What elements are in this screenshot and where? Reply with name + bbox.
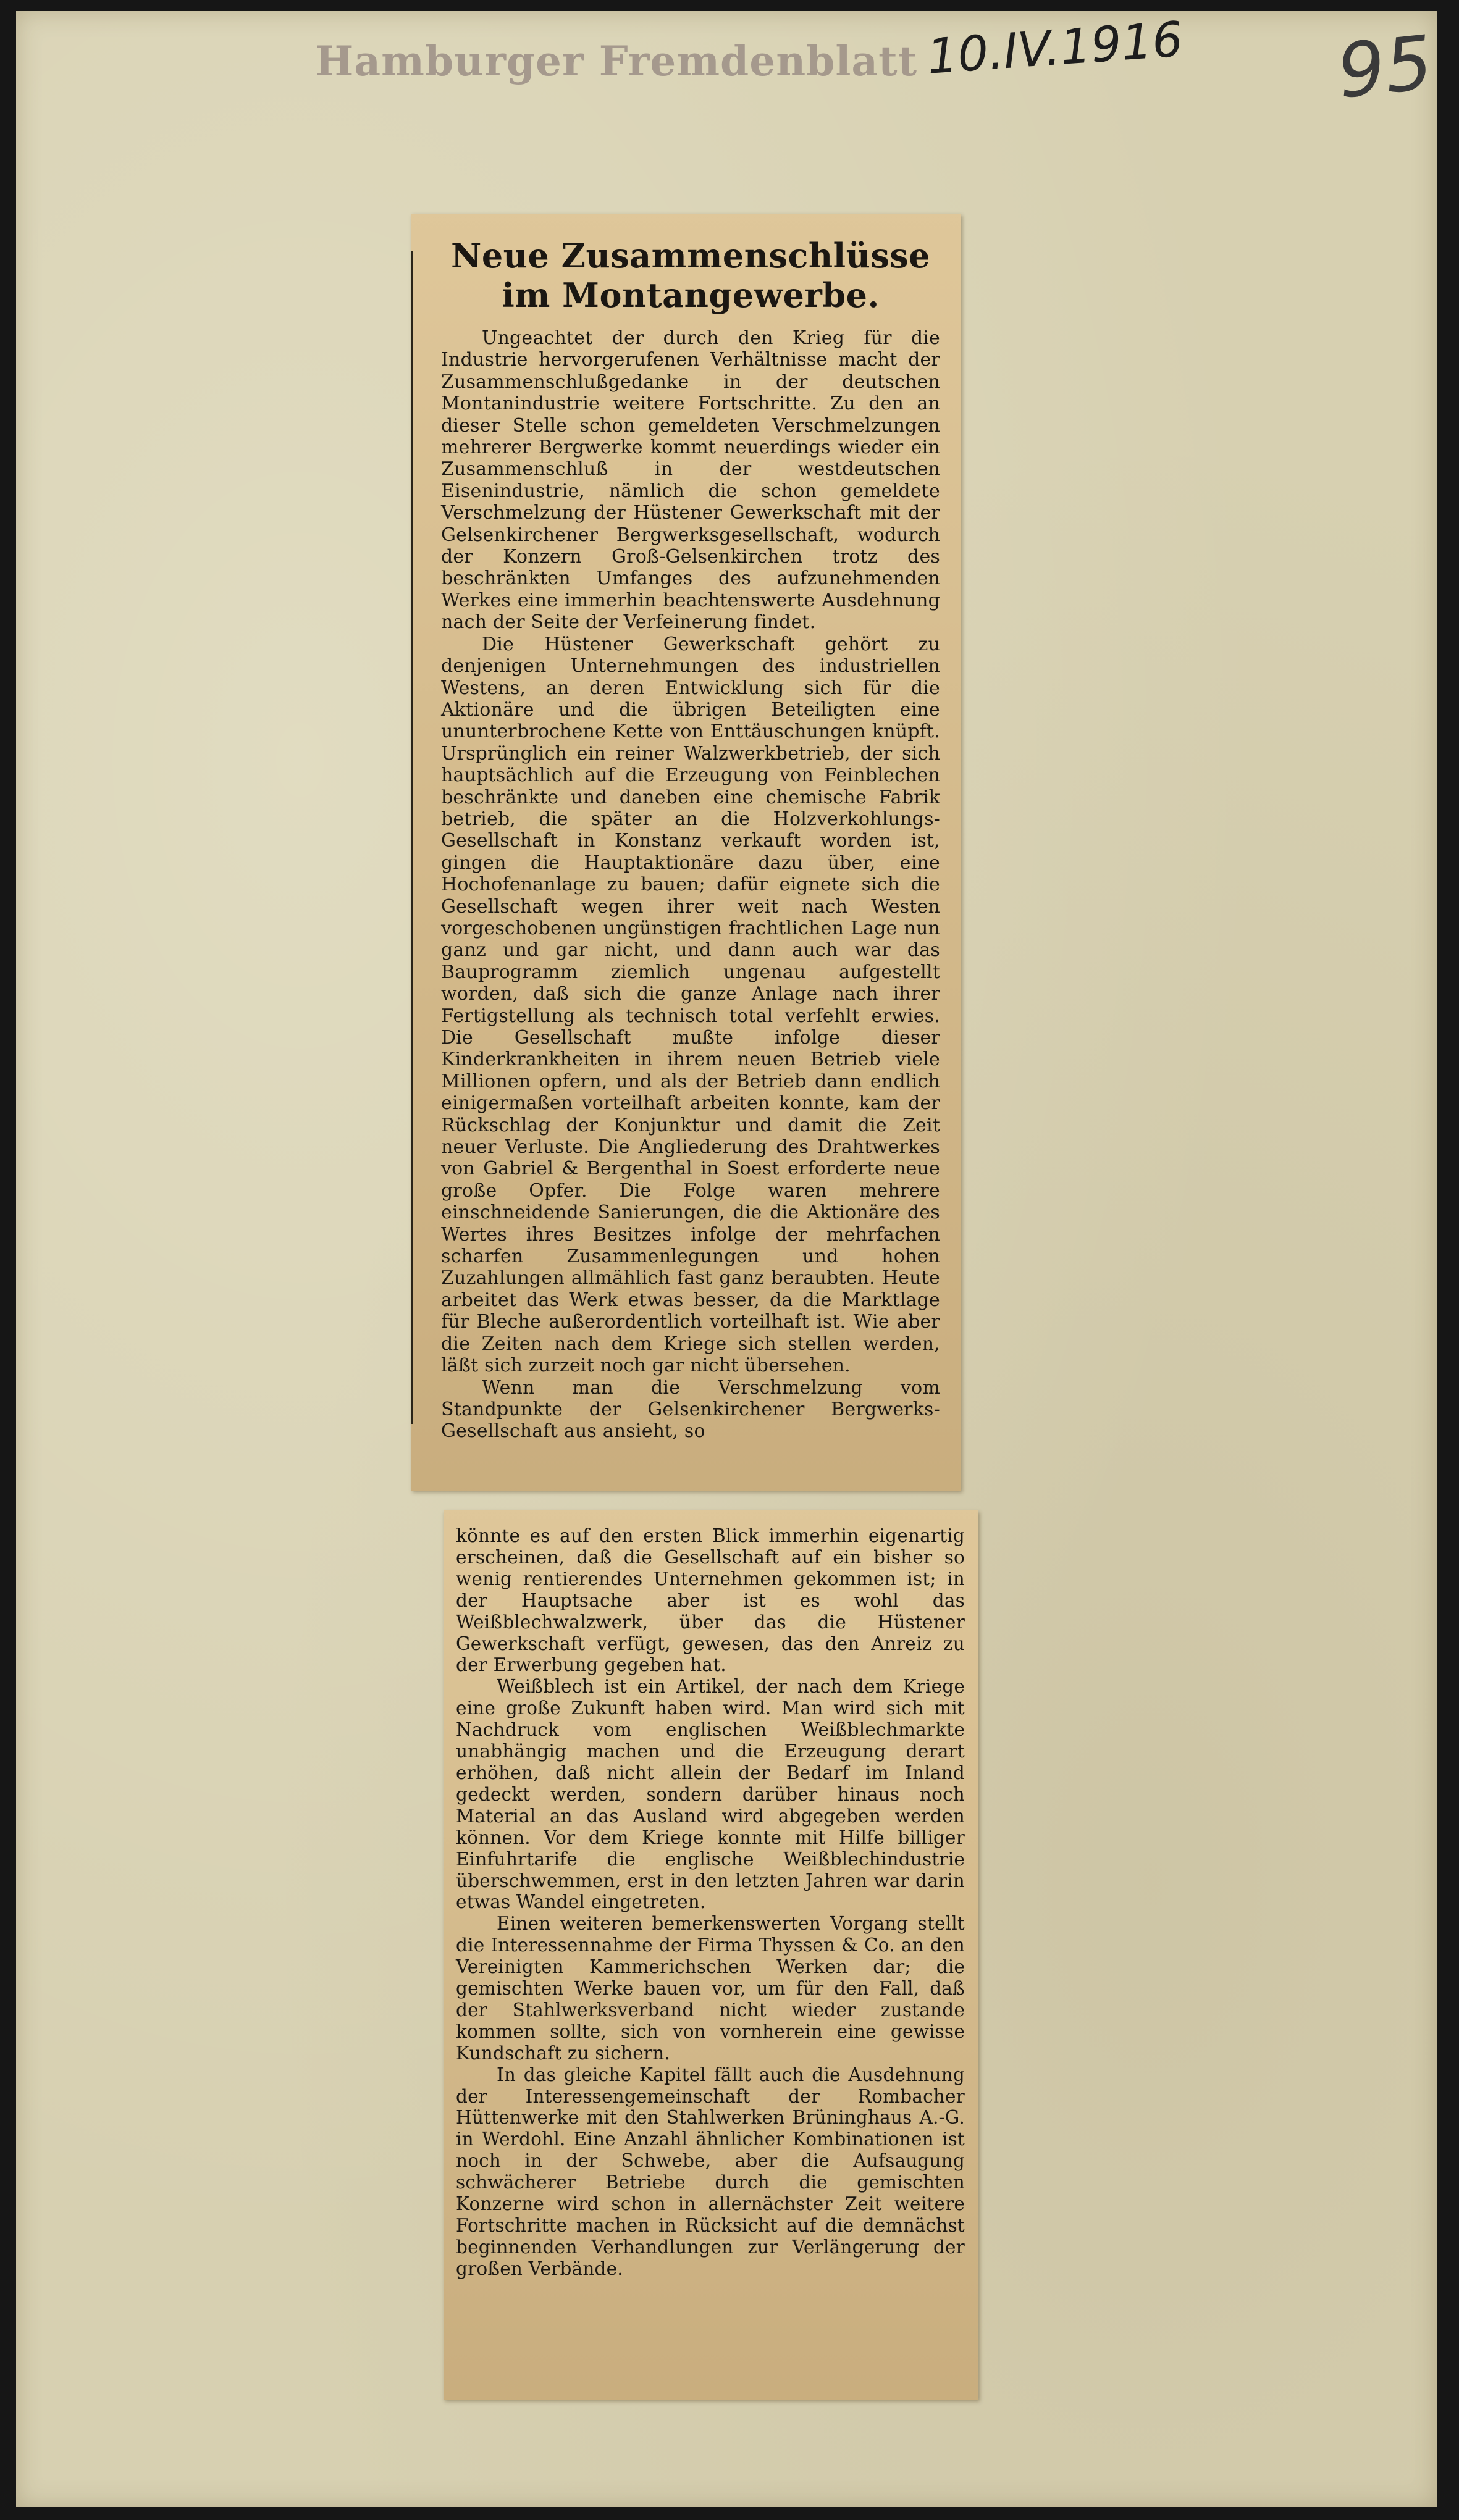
clipping-column-2	[444, 1510, 978, 2400]
handwritten-page-number: 95	[1334, 20, 1437, 115]
headline-line-2: im Montangewerbe.	[502, 275, 880, 315]
article-paragraph: Wenn man die Verschmelzung vom Standpunkte der Gelsenkirchener Bergwerks-Gesellschaft aus ansieht, so	[441, 1376, 940, 1442]
newspaper-stamp: Hamburger Fremdenblatt	[315, 37, 918, 85]
article-paragraph: Ungeachtet der durch den Krieg für die Industrie hervorgerufenen Verhältnisse macht der Zusammenschlußgedanke in der deutschen Montanindustrie weitere Fortschritte. Zu den an dieser Stelle schon gemeldeten Verschmelzungen mehrerer Bergwerke kommt neuerdings wieder ein Zusammenschluß in der westdeutschen Eisenindustrie, nämlich die schon gemeldete Verschmelzung der Hüstener Gewerkschaft mit der Gelsenkirchener Bergwerksgesellschaft, wodurch der Konzern Groß-Gelsenkirchen trotz des beschränkten Umfanges des aufzunehmenden Werkes eine immerhin beachtenswerte Ausdehnung nach der Seite der Verfeinerung findet.	[441, 327, 940, 634]
article-paragraph: Einen weiteren bemerkenswerten Vorgang stellt die Interessennahme der Firma Thyssen & Co. an den Vereinigten Kammerichschen Werken dar; die gemischten Werke bauen vor, um für den Fall, daß der Stahlwerksverband nicht wieder zustande kommen sollte, sich von vornherein eine gewisse Kundschaft zu sichern.	[456, 1913, 965, 2064]
article-paragraph: könnte es auf den ersten Blick immerhin eigenartig erscheinen, daß die Gesellschaft auf ein bisher so wenig rentierendes Unternehmen gekommen ist; in der Hauptsache aber ist es wohl das Weißblechwalzwerk, über das die Hüstener Gewerkschaft verfügt, gewesen, das den Anreiz zu der Erwerbung gegeben hat.	[456, 1525, 965, 1676]
article-headline	[441, 236, 940, 315]
archive-sheet	[16, 11, 1437, 2507]
clipping-column-1	[411, 214, 961, 1491]
article-paragraph: Weißblech ist ein Artikel, der nach dem Kriege eine große Zukunft haben wird. Man wird sich mit Nachdruck vom englischen Weißblechmarkte unabhängig machen und die Erzeugung derart erhöhen, daß nicht allein der Bedarf im Inland gedeckt werden, sondern darüber hinaus noch Material an das Ausland wird abgegeben werden können. Vor dem Kriege konnte mit Hilfe billiger Einfuhrtarife die englische Weißblechindustrie überschwemmen, erst in den letzten Jahren war darin etwas Wandel eingetreten.	[456, 1676, 965, 1913]
clipping-edge-line	[411, 251, 413, 1424]
article-paragraph: Die Hüstener Gewerkschaft gehört zu denjenigen Unternehmungen des industriellen Westens, an deren Entwicklung sich für die Aktionäre und die übrigen Beteiligten eine ununterbrochene Kette von Enttäuschungen knüpft. Ursprünglich ein reiner Walzwerkbetrieb, der sich hauptsächlich auf die Erzeugung von Feinblechen beschränkte und daneben eine chemische Fabrik betrieb, die später an die Holzverkohlungs-Gesellschaft in Konstanz verkauft worden ist, gingen die Hauptaktionäre dazu über, eine Hochofenanlage zu bauen; dafür eignete sich die Gesellschaft wegen ihrer weit nach Westen vorgeschobenen ungünstigen frachtlichen Lage nun ganz und gar nicht, und dann auch war das Bauprogramm ziemlich ungenau aufgestellt worden, daß sich die ganze Anlage nach ihrer Fertigstellung als technisch total verfehlt erwies. Die Gesellschaft mußte infolge dieser Kinderkrankheiten in ihrem neuen Betrieb viele Millionen opfern, und als der Betrieb dann endlich einigermaßen vorteilhaft arbeiten konnte, kam der Rückschlag der Konjunktur und damit die Zeit neuer Verluste. Die Angliederung des Drahtwerkes von Gabriel & Bergenthal in Soest erforderte neue große Opfer. Die Folge waren mehrere einschneidende Sanierungen, die die Aktionäre des Wertes ihres Besitzes infolge der mehrfachen scharfen Zusammenlegungen und hohen Zuzahlungen allmählich fast ganz beraubten. Heute arbeitet das Werk etwas besser, da die Marktlage für Bleche außerordentlich vorteilhaft ist. Wie aber die Zeiten nach dem Kriege sich stellen werden, läßt sich zurzeit noch gar nicht übersehen.	[441, 633, 940, 1377]
article-paragraph: In das gleiche Kapitel fällt auch die Ausdehnung der Interessengemeinschaft der Rombacher Hüttenwerke mit den Stahlwerken Brüninghaus A.-G. in Werdohl. Eine Anzahl ähnlicher Kombinationen ist noch in der Schwebe, aber die Aufsaugung schwächerer Betriebe durch die gemischten Konzerne wird schon in allernächster Zeit weitere Fortschritte machen in Rücksicht auf die demnächst beginnenden Verhandlungen zur Verlängerung der großen Verbände.	[456, 2064, 965, 2279]
handwritten-date: 10.IV.1916	[925, 12, 1185, 85]
headline-line-1: Neue Zusammenschlüsse	[450, 236, 931, 275]
